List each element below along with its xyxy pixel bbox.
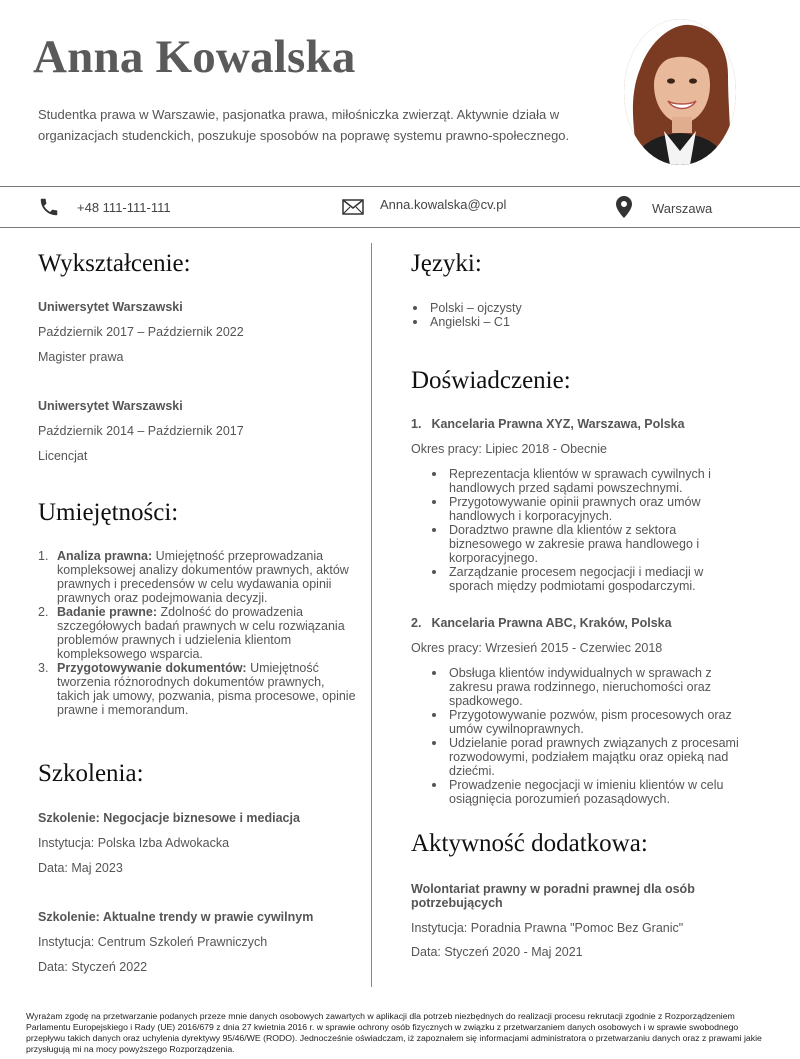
contact-email: [342, 187, 506, 227]
duty-text: Udzielanie porad prawnych związanych z procesami rozwodowymi, podziałem majątku oraz opieką nad dziećmi.: [449, 736, 739, 778]
skill-name: Analiza prawna:: [57, 549, 153, 563]
profile-photo: [624, 19, 736, 165]
skills-heading: Umiejętności:: [38, 499, 179, 526]
list-number: 3.: [38, 661, 49, 675]
profile-summary: Studentka prawa w Warszawie, pasjonatka prawa, miłośniczka zwierząt. Aktywnie działa w organizacjach studenckich, poszukuje sposobów na poprawę systemu prawno-społecznego.: [38, 107, 570, 143]
duty-item: [430, 565, 750, 593]
duty-item: [430, 523, 750, 565]
map-pin-icon: [616, 196, 632, 218]
duty-text: Zarządzanie procesem negocjacji i mediacji w sporach między podmiotami gospodarczymi.: [449, 565, 704, 593]
phone-icon: [38, 196, 60, 218]
training-institution: Instytucja: Polska Izba Adwokacka: [38, 836, 230, 850]
email-address[interactable]: Anna.kowalska@cv.pl: [380, 196, 507, 212]
education-degree: Licencjat: [38, 449, 88, 463]
job-title: [411, 417, 685, 431]
education-degree: Magister prawa: [38, 350, 124, 364]
duty-text: Doradztwo prawne dla klientów z sektora biznesowego w zakresie prawa handlowego i korporacyjnego.: [449, 523, 700, 565]
languages-heading: Języki:: [411, 250, 482, 277]
languages-list: [411, 301, 771, 329]
training-name: Szkolenie: Negocjacje biznesowe i mediacja: [38, 811, 300, 825]
job-period: Okres pracy: Wrzesień 2015 - Czerwiec 2018: [411, 641, 663, 655]
activity-date: Data: Styczeń 2020 - Maj 2021: [411, 945, 583, 959]
duty-item: [430, 666, 750, 708]
training-institution: Instytucja: Centrum Szkoleń Prawniczych: [38, 935, 268, 949]
job-title: [411, 616, 672, 630]
language-item: [411, 315, 771, 329]
job-company: Kancelaria Prawna ABC, Kraków, Polska: [431, 616, 672, 630]
education-school: Uniwersytet Warszawski: [38, 399, 183, 413]
duty-item: [430, 708, 750, 736]
envelope-icon: [342, 199, 364, 215]
duty-item: [430, 736, 750, 778]
column-divider: [371, 243, 372, 987]
skill-description: Zdolność do prowadzenia szczegółowych badań prawnych w celu rozwiązania problemów prawnych i udzielenia klientom kompleksowego wsparcia.: [57, 605, 345, 661]
skill-item: [38, 605, 360, 661]
education-dates: Październik 2014 – Październik 2017: [38, 424, 244, 438]
education-school: Uniwersytet Warszawski: [38, 300, 183, 314]
candidate-name: Anna Kowalska: [33, 31, 356, 83]
education-heading: Wykształcenie:: [38, 250, 191, 277]
activity-heading: Aktywność dodatkowa:: [411, 830, 648, 857]
skill-item: [38, 549, 360, 605]
skill-name: Przygotowywanie dokumentów:: [57, 661, 247, 675]
list-number: 1.: [38, 549, 49, 563]
duty-text: Przygotowywanie pozwów, pism procesowych oraz umów cywilnoprawnych.: [449, 708, 732, 736]
education-dates: Październik 2017 – Październik 2022: [38, 325, 244, 339]
duty-item: [430, 467, 750, 495]
skills-list: [38, 549, 360, 717]
duty-text: Obsługa klientów indywidualnych w sprawach z zakresu prawa rodzinnego, nieruchomości oraz spadkowego.: [449, 666, 712, 708]
language-text: Polski – ojczysty: [430, 301, 522, 315]
list-number: 1.: [411, 417, 422, 431]
activity-institution: Instytucja: Poradnia Prawna "Pomoc Bez Granic": [411, 921, 684, 935]
job-company: Kancelaria Prawna XYZ, Warszawa, Polska: [431, 417, 685, 431]
duty-item: [430, 495, 750, 523]
list-number: 2.: [38, 605, 49, 619]
job-duties: [430, 467, 750, 593]
experience-heading: Doświadczenie:: [411, 367, 571, 394]
location-text: Warszawa: [652, 200, 713, 216]
list-number: 2.: [411, 616, 422, 630]
contact-location: [616, 187, 712, 227]
skill-item: [38, 661, 360, 717]
duty-text: Reprezentacja klientów w sprawach cywilnych i handlowych przed sądami powszechnymi.: [449, 467, 711, 495]
contact-bar: [0, 186, 800, 228]
duty-text: Przygotowywanie opinii prawnych oraz umów handlowych i korporacyjnych.: [449, 495, 701, 523]
portrait-image: [624, 19, 736, 165]
duty-item: [430, 778, 750, 806]
skill-name: Badanie prawne:: [57, 605, 158, 619]
training-name: Szkolenie: Aktualne trendy w prawie cywilnym: [38, 910, 314, 924]
contact-phone: [38, 187, 171, 227]
language-item: [411, 301, 771, 315]
training-date: Data: Styczeń 2022: [38, 960, 148, 974]
skill-description: Umiejętność tworzenia różnorodnych dokumentów prawnych, takich jak umowy, pozwania, pisma procesowe, opinie prawne i memorandum.: [57, 661, 356, 717]
gdpr-consent: Wyrażam zgodę na przetwarzanie podanych przeze mnie danych osobowych zawartych w aplikacji dla potrzeb niezbędnych do realizacji procesu rekrutacji zgodnie z Rozporządzeniem Parlamentu Europejskiego i Rady (UE) 2016/679 z dnia 27 kwietnia 2016 r. w sprawie ochrony osób fizycznych w związku z przetwarzaniem danych osobowych i w sprawie swobodnego przepływu takich danych oraz uchylenia dyrektywy 95/46/WE (RODO). Jednocześnie oświadczam, iż zapoznałem się informacjami administratora o przetwarzaniu danych oraz z prawami jakie przysługują mi na mocy powyższego Rozporządzenia.: [26, 1011, 762, 1054]
trainings-heading: Szkolenia:: [38, 760, 144, 787]
duty-text: Prowadzenie negocjacji w imieniu klientów w celu osiągnięcia porozumień pozasądowych.: [449, 778, 724, 806]
language-text: Angielski – C1: [430, 315, 510, 329]
job-period: Okres pracy: Lipiec 2018 - Obecnie: [411, 442, 607, 456]
job-duties: [430, 666, 750, 806]
activity-name: Wolontariat prawny w poradni prawnej dla osób potrzebujących: [411, 882, 695, 910]
skill-description: Umiejętność przeprowadzania kompleksowej analizy dokumentów prawnych, aktów prawnych i precedensów w celu wydawania opinii prawnych oraz podejmowania decyzji.: [57, 549, 349, 605]
training-date: Data: Maj 2023: [38, 861, 123, 875]
phone-number[interactable]: +48 111-111-111: [77, 199, 171, 215]
